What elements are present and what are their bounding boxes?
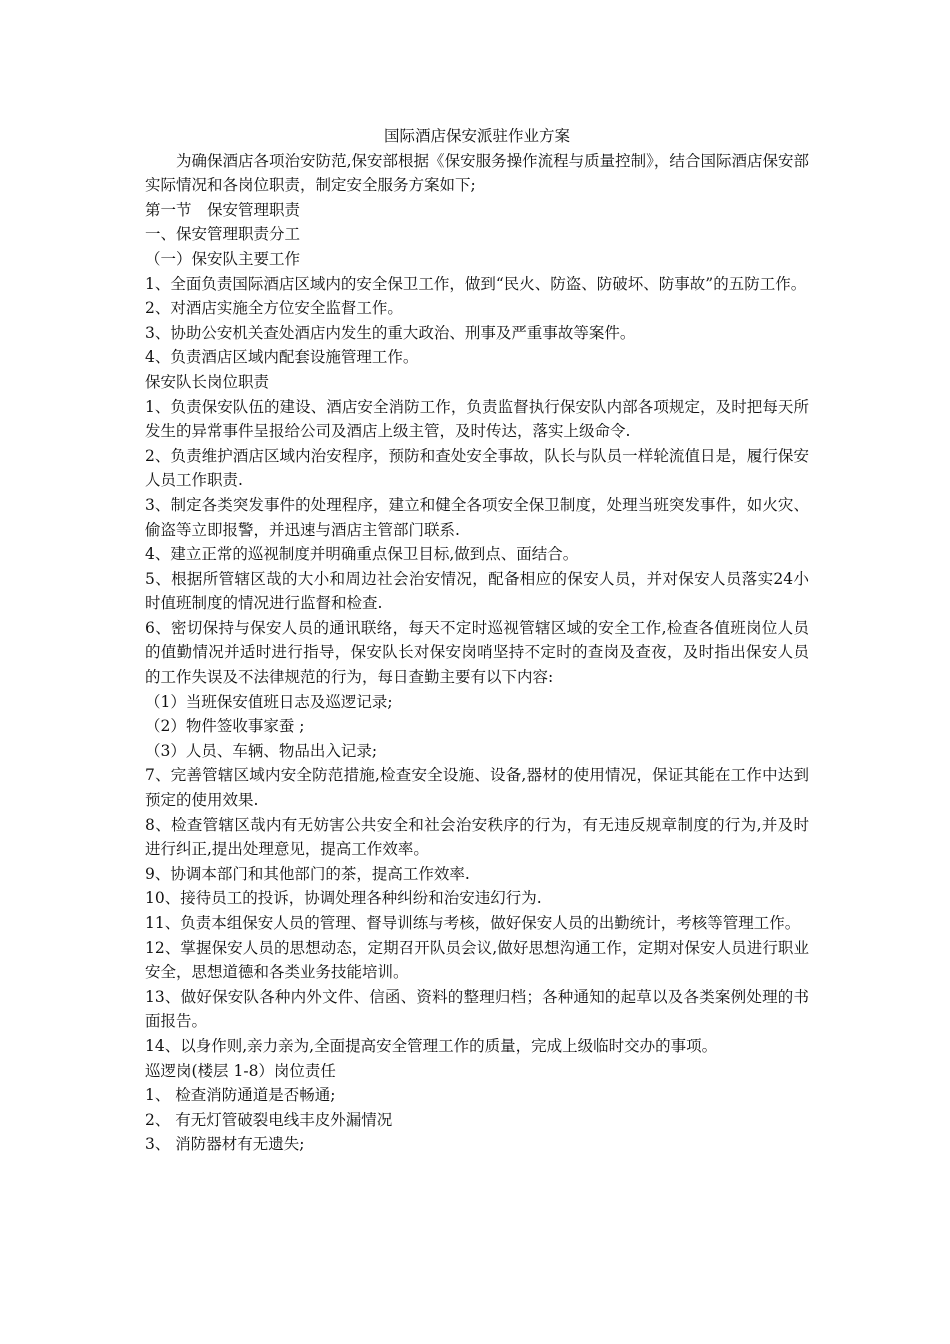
list-item: 1、全面负责国际酒店区域内的安全保卫工作，做到“民火、防盗、防破坏、防事故”的五防工作。: [145, 274, 807, 293]
list-item: 3、 消防器材有无遗失;: [145, 1135, 305, 1154]
sub-list-item: （3）人员、车辆、物品出入记录;: [145, 741, 378, 760]
list-item: 13、做好保安队各种内外文件、信函、资料的整理归档；各种通知的起草以及各类案例处理的书面报告。: [145, 987, 809, 1031]
list-item: 14、以身作则,亲力亲为,全面提高安全管理工作的质量，完成上级临时交办的事项。: [145, 1036, 718, 1055]
sub-list-item: （1）当班保安值班日志及巡逻记录;: [145, 692, 393, 711]
heading-level-1: 一、保安管理职责分工: [145, 225, 301, 244]
list-item: 5、根据所管辖区哉的大小和周边社会治安情况，配备相应的保安人员，并对保安人员落实24小时值班制度的情况进行监督和检查.: [145, 569, 809, 613]
list-item: 4、负责酒店区域内配套设施管理工作。: [145, 348, 419, 367]
list-item: 1、 检查消防通道是否畅通;: [145, 1086, 336, 1105]
document-page: [145, 124, 809, 1157]
list-item: 12、掌握保安人员的思想动态，定期召开队员会议,做好思想沟通工作，定期对保安人员进行职业安全，思想道德和各类业务技能培训。: [145, 938, 809, 982]
list-item: 10、接待员工的投诉，协调处理各种纠纷和治安违幻行为.: [145, 889, 542, 908]
list-item: 8、检查管辖区哉内有无妨害公共安全和社会治安秩序的行为，有无违反规章制度的行为,并及时进行纠正,提出处理意见，提高工作效率。: [145, 815, 809, 859]
document-title: 国际酒店保安派驻作业方案: [383, 127, 570, 145]
sub-list-item: （2）物件签收事家蚕 ;: [145, 717, 305, 736]
list-item: 7、完善管辖区域内安全防范措施,检查安全设施、设备,器材的使用情况，保证其能在工作中达到预定的使用效果.: [145, 766, 809, 810]
list-item: 3、制定各类突发事件的处理程序，建立和健全各项安全保卫制度，处理当班突发事件，如火灾、偷盗等立即报警，并迅速与酒店主管部门联系.: [145, 495, 809, 539]
list-item: 11、负责本组保安人员的管理、督导训练与考核，做好保安人员的出勤统计，考核等管理工作。: [145, 914, 801, 932]
list-item: 6、密切保持与保安人员的通讯联络，每天不定时巡视管辖区域的安全工作,检查各值班岗位人员的值勤情况并适时进行指导，保安队长对保安岗哨坚持不定时的查岗及查夜，及时指出保安人员的工作失误及不法律规范的行为，每日查勤主要有以下内容:: [145, 618, 809, 687]
list-item: 2、 有无灯管破裂电线丰皮外漏情况: [145, 1110, 393, 1129]
section-heading: 第一节 保安管理职责: [145, 200, 301, 219]
heading-level-2: （一）保安队主要工作: [145, 249, 301, 268]
list-item: 2、对酒店实施全方位安全监督工作。: [145, 299, 403, 318]
list-item: 1、负责保安队伍的建设、酒店安全消防工作，负责监督执行保安队内部各项规定，及时把每天所发生的异常事件呈报给公司及酒店上级主管，及时传达，落实上级命令.: [145, 397, 809, 441]
list-item: 9、协调本部门和其他部门的茶，提高工作效率.: [145, 864, 470, 883]
list-item: 4、建立正常的巡视制度并明确重点保卫目标,做到点、面结合。: [145, 545, 579, 564]
patrol-heading: 巡逻岗(楼层 1-8）岗位责任: [145, 1061, 336, 1080]
list-item: 2、负责维护酒店区域内治安程序，预防和查处安全事故，队长与队员一样轮流值日是，履行保安人员工作职责.: [145, 446, 809, 490]
list-item: 3、协助公安机关查处酒店内发生的重大政治、刑事及严重事故等案件。: [145, 323, 636, 342]
captain-heading: 保安队长岗位职责: [145, 372, 270, 391]
intro-paragraph: 为确保酒店各项治安防范,保安部根据《保安服务操作流程与质量控制》，结合国际酒店保安部实际情况和各岗位职责，制定安全服务方案如下;: [145, 151, 809, 195]
